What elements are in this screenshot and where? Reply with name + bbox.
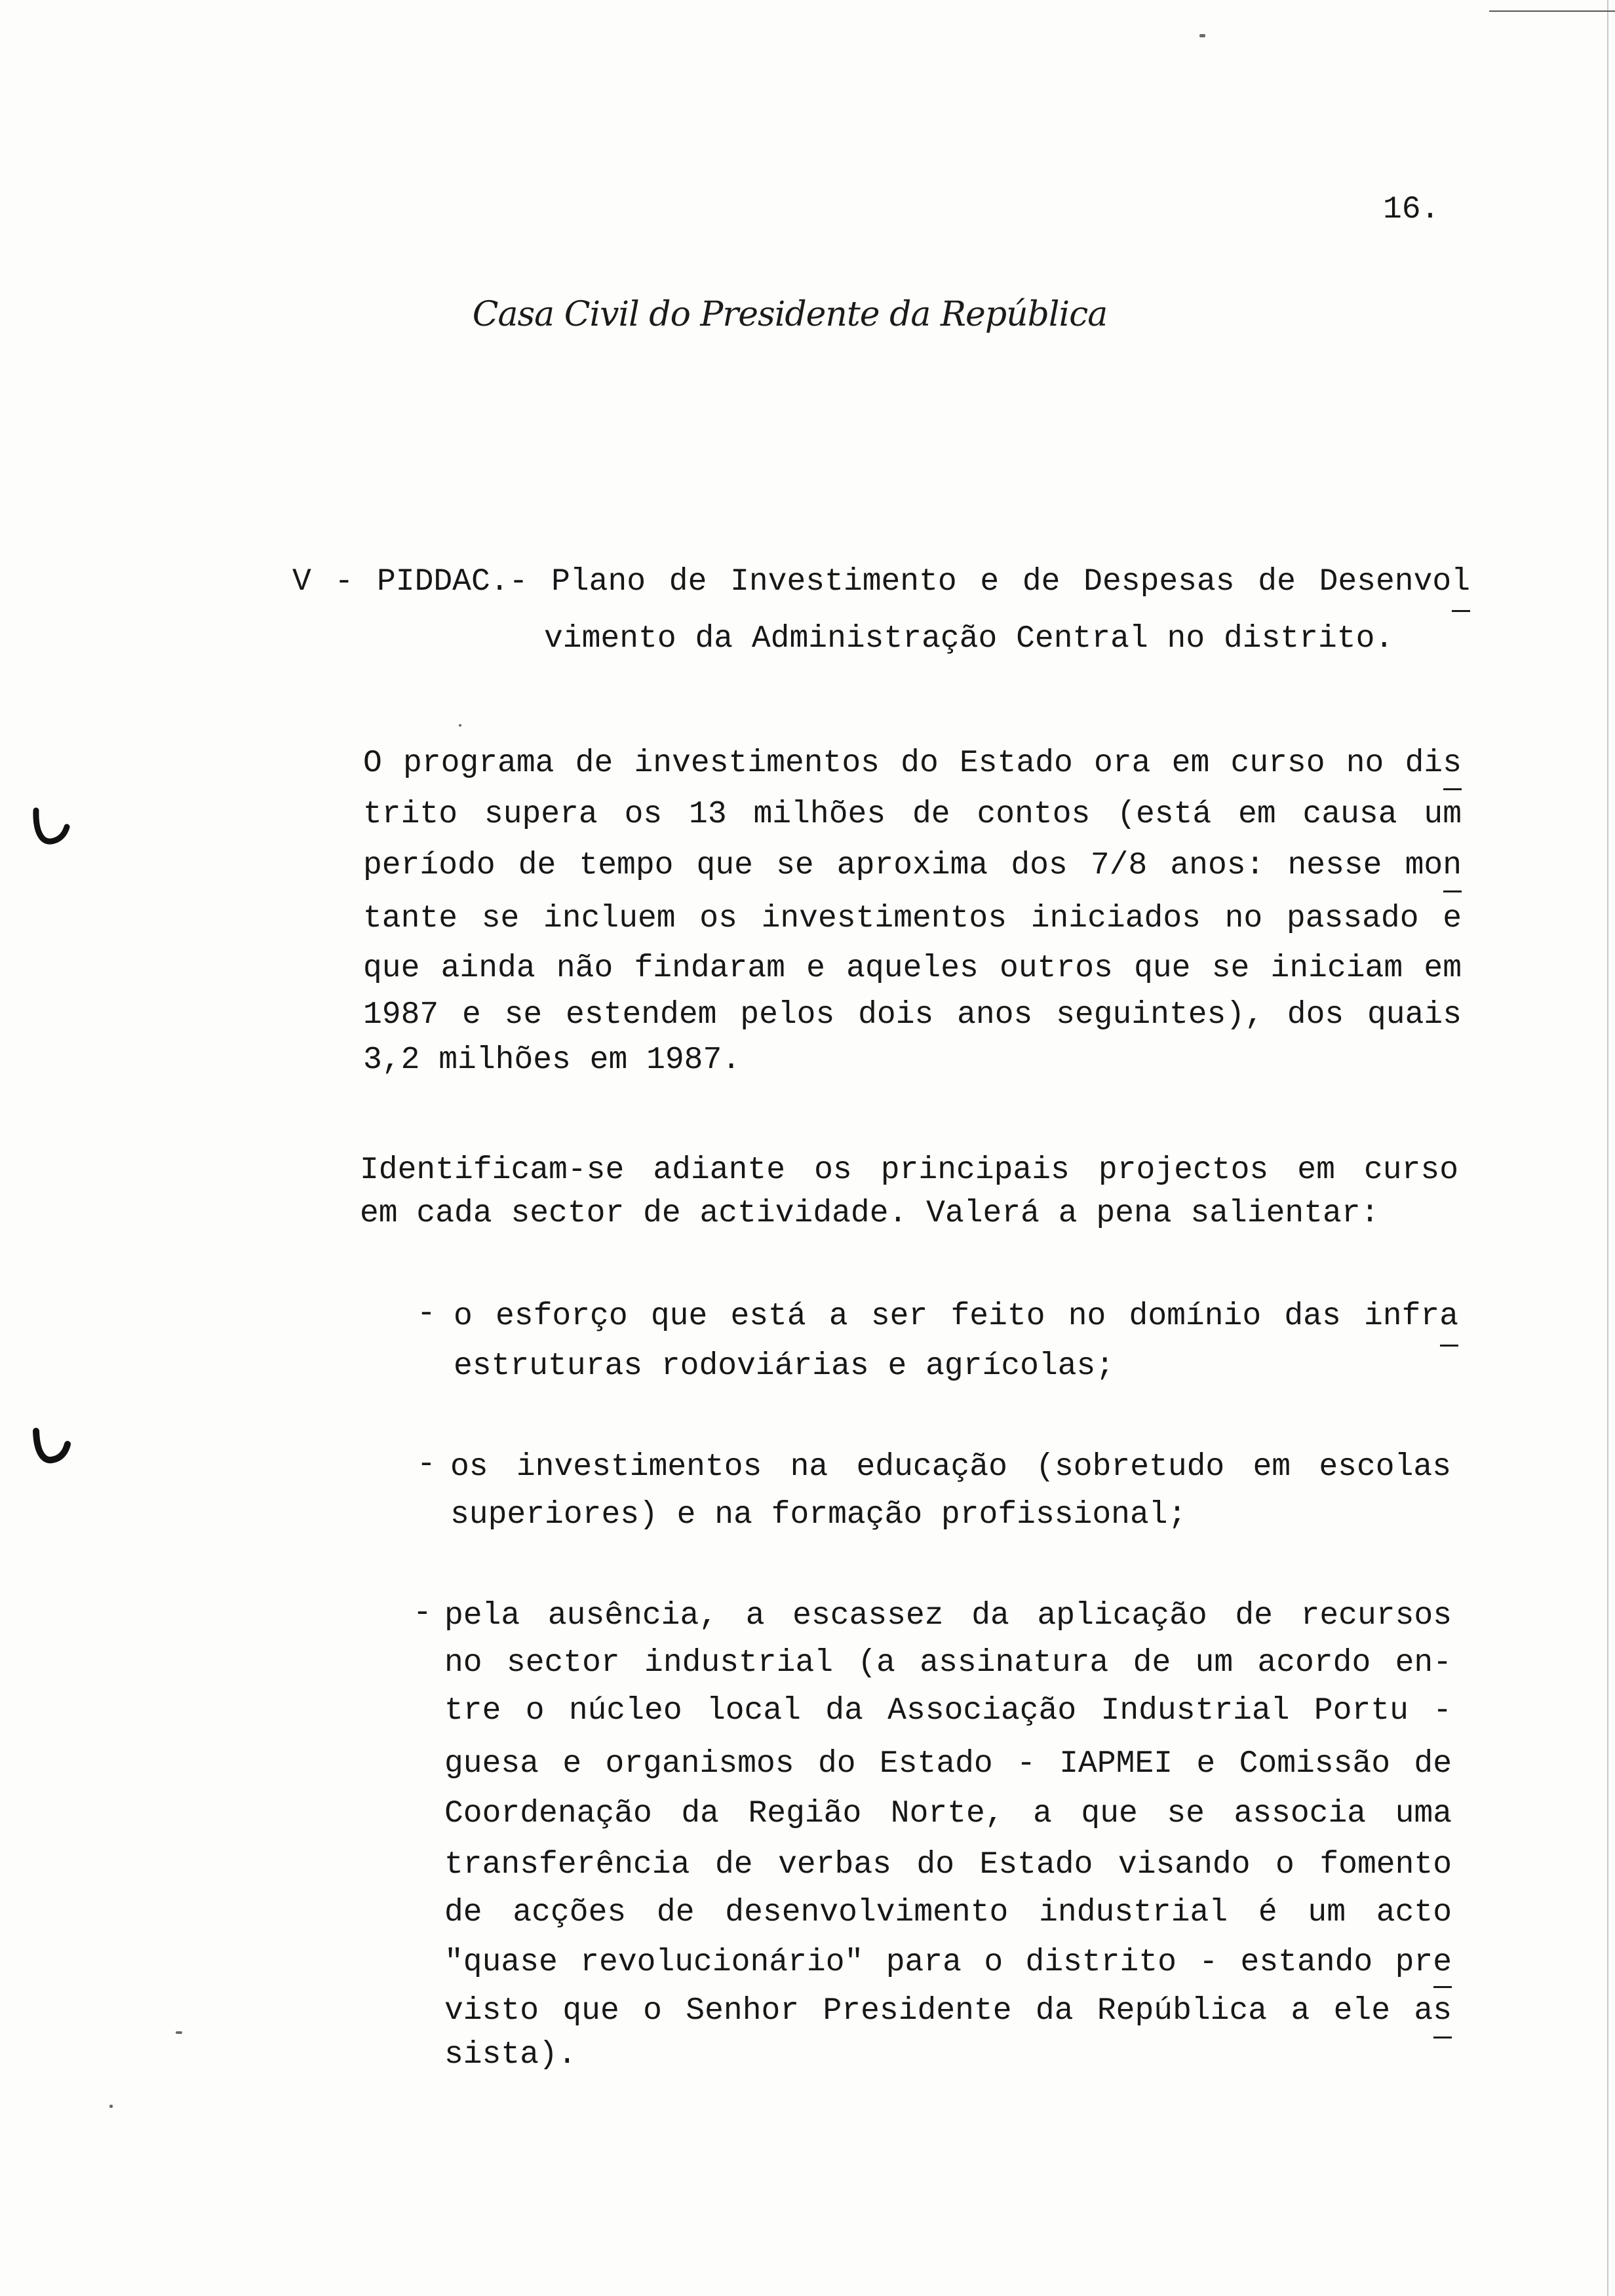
- hyphenation-mark: [1433, 2037, 1452, 2038]
- bullet-line: no sector industrial (a assinatura de um acordo en-: [444, 1645, 1452, 1681]
- paragraph-line: Identificam-se adiante os principais projectos em curso: [360, 1153, 1458, 1188]
- scan-speck: [109, 2105, 113, 2108]
- paragraph-line: período de tempo que se aproxima dos 7/8 anos: nesse mon: [363, 848, 1462, 883]
- bullet-marker: -: [417, 1296, 436, 1331]
- bullet-line: sista).: [444, 2037, 577, 2073]
- paragraph-line: 3,2 milhões em 1987.: [363, 1043, 741, 1078]
- bullet-line: superiores) e na formação profissional;: [450, 1497, 1187, 1533]
- paragraph-line: trito supera os 13 milhões de contos (está em causa um: [363, 797, 1462, 832]
- hyphenation-mark: [1433, 1986, 1452, 1988]
- page-number: 16.: [1383, 192, 1440, 227]
- punch-hole-mark: [30, 1426, 71, 1466]
- paragraph-line: 1987 e se estendem pelos dois anos seguintes), dos quais: [363, 997, 1462, 1033]
- bullet-marker: -: [417, 1447, 436, 1482]
- bullet-marker: -: [413, 1596, 432, 1631]
- letterhead: Casa Civil do Presidente da República: [472, 295, 1108, 334]
- bullet-line: Coordenação da Região Norte, a que se associa uma: [444, 1796, 1452, 1831]
- paragraph-line: que ainda não findaram e aqueles outros que se iniciam em: [363, 951, 1462, 986]
- paragraph-line: O programa de investimentos do Estado ora em curso no dis: [363, 746, 1462, 781]
- punch-hole-mark: [30, 807, 71, 848]
- bullet-line: transferência de verbas do Estado visando o fomento: [444, 1847, 1452, 1883]
- bullet-line: visto que o Senhor Presidente da República a ele as: [444, 1993, 1452, 2029]
- bullet-line: guesa e organismos do Estado - IAPMEI e Comissão de: [444, 1746, 1452, 1782]
- scan-speck: [459, 724, 461, 727]
- bullet-line: o esforço que está a ser feito no domínio das infra: [454, 1299, 1458, 1334]
- bullet-line: "quase revolucionário" para o distrito - estando pre: [444, 1945, 1452, 1980]
- hyphenation-mark: [1452, 610, 1470, 612]
- bullet-line: estruturas rodoviárias e agrícolas;: [454, 1349, 1115, 1384]
- bullet-line: de acções de desenvolvimento industrial é um acto: [444, 1895, 1452, 1930]
- paragraph-line: em cada sector de actividade. Valerá a pena salientar:: [360, 1196, 1380, 1231]
- section-heading-line: V - PIDDAC.- Plano de Investimento e de Despesas de Desenvol: [292, 564, 1470, 600]
- scan-edge-line: [1607, 0, 1608, 2296]
- section-heading-line: vimento da Administração Central no distrito.: [544, 621, 1394, 657]
- scan-edge-line: [1489, 10, 1615, 12]
- bullet-line: os investimentos na educação (sobretudo em escolas: [450, 1449, 1451, 1485]
- paragraph-line: tante se incluem os investimentos iniciados no passado e: [363, 901, 1462, 936]
- bullet-line: tre o núcleo local da Associação Industrial Portu -: [444, 1693, 1452, 1729]
- scan-speck: [1199, 34, 1205, 37]
- hyphenation-mark: [1443, 788, 1462, 790]
- bullet-line: pela ausência, a escassez da aplicação de recursos: [444, 1598, 1452, 1634]
- scan-speck: [176, 2031, 182, 2034]
- hyphenation-mark: [1440, 1345, 1458, 1347]
- hyphenation-mark: [1443, 890, 1462, 892]
